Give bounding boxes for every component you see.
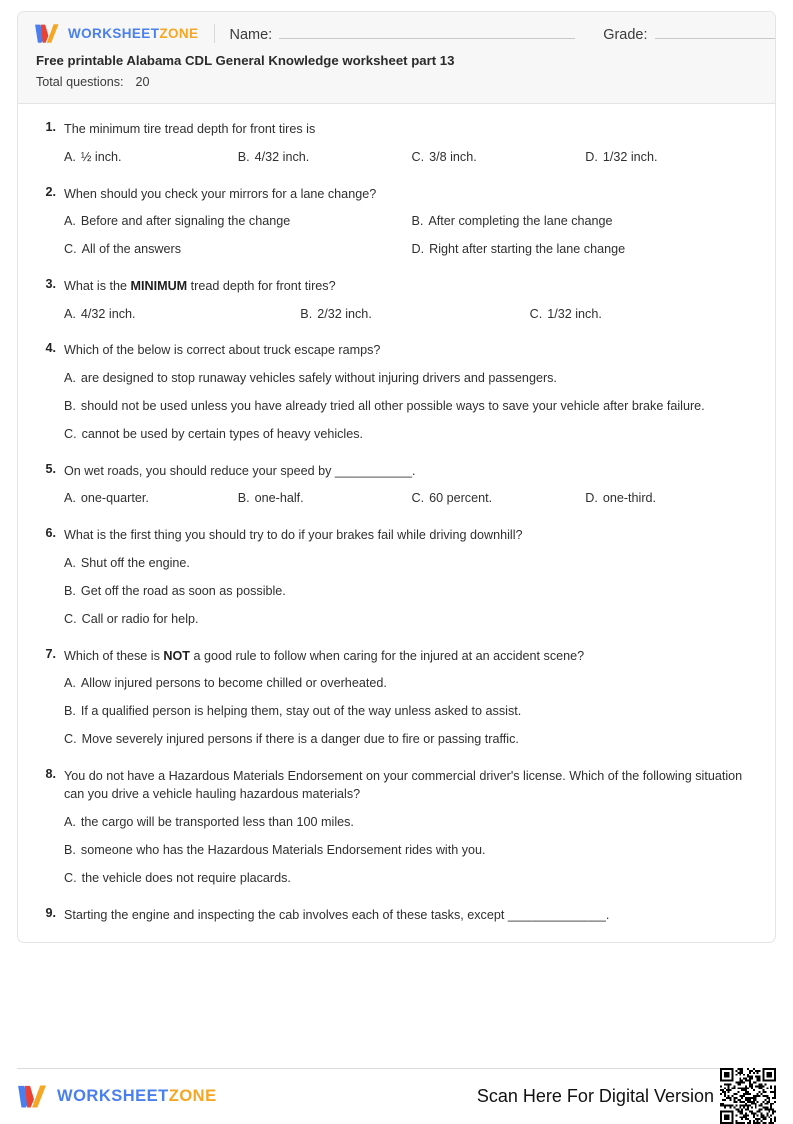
question-block [34,647,759,749]
answer-text: cannot be used by certain types of heavy vehicles. [81,426,364,441]
answer-key: A. [64,676,76,691]
answer-text: All of the answers [81,242,181,257]
answer-option[interactable] [412,212,760,231]
answer-text: Shut off the engine. [80,555,190,570]
footer-brand-wordmark [57,1087,217,1106]
answer-text: should not be used unless you have already tried all other possible ways to save your vehicle after brake failure. [80,398,705,413]
answer-row [64,813,759,832]
answer-option[interactable] [64,702,759,721]
question-block [34,277,759,324]
answer-option[interactable] [238,148,412,167]
brand-word-2: ZONE [159,26,199,41]
scan-label: Scan Here For Digital Version [476,1085,714,1106]
answer-text: 3/8 inch. [429,149,477,164]
answer-option[interactable] [64,554,759,573]
name-field [229,25,575,43]
answer-option[interactable] [585,489,759,508]
answer-key: A. [64,555,76,570]
answer-option[interactable] [64,369,759,388]
answer-text: someone who has the Hazardous Materials Endorsement rides with you. [80,842,486,857]
answer-option[interactable] [64,730,759,749]
answer-key: A. [64,371,76,386]
total-questions-value: 20 [135,75,150,89]
answer-row [64,869,759,888]
answer-key: B. [237,149,250,164]
question-text: On wet roads, you should reduce your speed by ___________. [64,463,416,478]
answer-key: A. [64,214,76,229]
answer-row [64,240,759,259]
answer-row [64,730,759,749]
answer-text: 4/32 inch. [80,306,136,321]
answer-key: C. [64,870,77,885]
grade-input-line[interactable] [655,25,776,39]
question-number: 8. [45,766,56,781]
answer-key: B. [411,214,424,229]
answer-text: one-half. [254,491,304,506]
question-row [34,647,759,666]
question-text: The minimum tire tread depth for front tires is [64,122,316,136]
question-block [34,185,759,259]
grade-label: Grade: [603,26,648,43]
answer-key: A. [64,306,76,321]
answer-option[interactable] [64,489,238,508]
answer-text: 2/32 inch. [317,306,372,321]
question-row [34,462,759,481]
answer-text: Move severely injured persons if there is a danger due to fire or passing traffic. [81,731,519,746]
answer-text: the vehicle does not require placards. [81,870,291,885]
question-row [34,767,759,804]
answer-option[interactable] [412,240,760,259]
question-text: What is the MINIMUM tread depth for front tires? [64,278,336,293]
answer-text: Get off the road as soon as possible. [80,583,286,598]
question-number: 1. [45,120,56,134]
answer-option[interactable] [64,582,759,601]
answer-row [64,489,759,508]
answer-key: C. [64,611,77,626]
question-row [34,341,759,360]
answer-option[interactable] [64,397,759,416]
answer-key: A. [64,815,76,830]
answer-options [64,554,759,629]
answer-text: After completing the lane change [428,214,613,229]
answer-key: D. [411,242,425,257]
question-block [34,120,759,167]
answer-key: C. [411,149,425,164]
answer-options [64,674,759,749]
answer-row [64,582,759,601]
question-block [34,341,759,443]
answer-row [64,702,759,721]
answer-row [64,674,759,693]
answer-row [64,369,759,388]
question-number: 5. [45,461,56,476]
answer-row [64,148,759,167]
question-number: 4. [45,341,56,356]
answer-key: C. [411,491,425,506]
question-row [34,526,759,545]
answer-key: A. [64,491,76,506]
question-text: Which of these is NOT a good rule to follow when caring for the injured at an accident scene? [64,648,585,663]
question-number: 9. [45,905,56,920]
answer-options [64,148,759,167]
answer-key: B. [64,842,76,857]
answer-text: Allow injured persons to become chilled or overheated. [80,676,387,691]
answer-text: are designed to stop runaway vehicles safely without injuring drivers and passengers. [80,371,557,386]
answer-key: C. [64,426,77,441]
answer-key: C. [529,306,543,321]
answer-key: D. [585,491,598,506]
answer-option[interactable] [64,813,759,832]
question-text: Which of the below is correct about truck escape ramps? [64,343,381,358]
question-text: When should you check your mirrors for a lane change? [64,186,377,201]
answer-row [64,212,759,231]
answer-text: one-quarter. [80,491,149,506]
question-text: You do not have a Hazardous Materials Endorsement on your commercial driver's license. Which of the following situation can you drive a vehicle hauling hazardous materials? [64,768,743,802]
worksheet-title: Free printable Alabama CDL General Knowledge worksheet part 13 [36,53,455,68]
answer-key: C. [64,242,77,257]
answer-text: 1/32 inch. [547,306,602,321]
answer-key: A. [64,149,76,164]
question-row [34,185,759,204]
question-row [34,120,759,139]
answer-option[interactable] [64,148,238,167]
worksheet-header [18,12,775,104]
question-text: Starting the engine and inspecting the cab involves each of these tasks, except ______________. [64,907,610,922]
answer-options [64,813,759,888]
title-block [18,53,775,103]
worksheet-zone-logo-icon [34,23,62,44]
answer-text: 4/32 inch. [254,149,310,164]
answer-option[interactable] [238,489,412,508]
answer-option[interactable] [412,148,586,167]
question-number: 6. [45,526,56,541]
answer-option[interactable] [585,148,759,167]
question-block [34,462,759,509]
answer-option[interactable] [412,489,586,508]
footer-scan-area [477,1068,776,1124]
brand-wordmark [68,26,198,41]
question-block [34,906,759,925]
header-divider [214,24,215,43]
question-block [34,767,759,888]
worksheet-card [17,11,776,943]
answer-key: D. [585,149,598,164]
answer-option[interactable] [64,610,759,629]
answer-option[interactable] [64,240,412,259]
answer-option[interactable] [64,305,300,324]
question-list [18,104,775,942]
answer-option[interactable] [530,305,759,324]
answer-row [64,841,759,860]
answer-options [64,212,759,259]
question-row [34,277,759,296]
answer-key: C. [64,731,77,746]
answer-row [64,425,759,444]
answer-text: one-third. [602,491,657,506]
answer-option[interactable] [64,674,759,693]
brand-word-1: WORKSHEET [68,26,160,41]
answer-option[interactable] [64,841,759,860]
footer-brand-word-2: ZONE [168,1086,217,1105]
answer-row [64,554,759,573]
answer-text: ½ inch. [80,149,122,164]
footer-brand-word-1: WORKSHEET [57,1086,169,1105]
header-top-row [18,12,775,53]
question-row [34,906,759,925]
answer-key: B. [64,704,76,719]
answer-row [64,305,759,324]
question-number: 2. [45,184,56,199]
answer-key: B. [300,306,313,321]
answer-options [64,305,759,324]
name-input-line[interactable] [279,25,575,39]
answer-option[interactable] [300,305,529,324]
qr-code-icon[interactable] [720,1068,776,1124]
question-number: 7. [45,646,56,661]
grade-field [603,25,776,43]
answer-options [64,369,759,444]
answer-text: Call or radio for help. [81,611,199,626]
answer-text: 60 percent. [429,491,493,506]
answer-row [64,610,759,629]
answer-options [64,489,759,508]
answer-row [64,397,759,416]
total-questions-label: Total questions: [36,75,124,89]
footer-brand-logo [17,1084,217,1109]
question-block [34,526,759,628]
answer-text: Before and after signaling the change [80,214,291,229]
name-label: Name: [229,26,273,43]
answer-text: Right after starting the lane change [429,242,626,257]
answer-text: If a qualified person is helping them, stay out of the way unless asked to assist. [80,704,522,719]
answer-option[interactable] [64,212,412,231]
question-number: 3. [45,276,56,291]
answer-text: 1/32 inch. [602,149,658,164]
worksheet-zone-logo-icon [17,1084,50,1109]
answer-key: B. [64,583,76,598]
total-questions [36,75,759,89]
answer-option[interactable] [64,869,759,888]
question-text: What is the first thing you should try to do if your brakes fail while driving downhill? [64,528,523,543]
worksheet-footer [17,1068,776,1116]
answer-text: the cargo will be transported less than 100 miles. [80,815,354,830]
answer-key: B. [237,491,250,506]
answer-option[interactable] [64,425,759,444]
brand-logo [34,23,198,44]
answer-key: B. [64,398,76,413]
